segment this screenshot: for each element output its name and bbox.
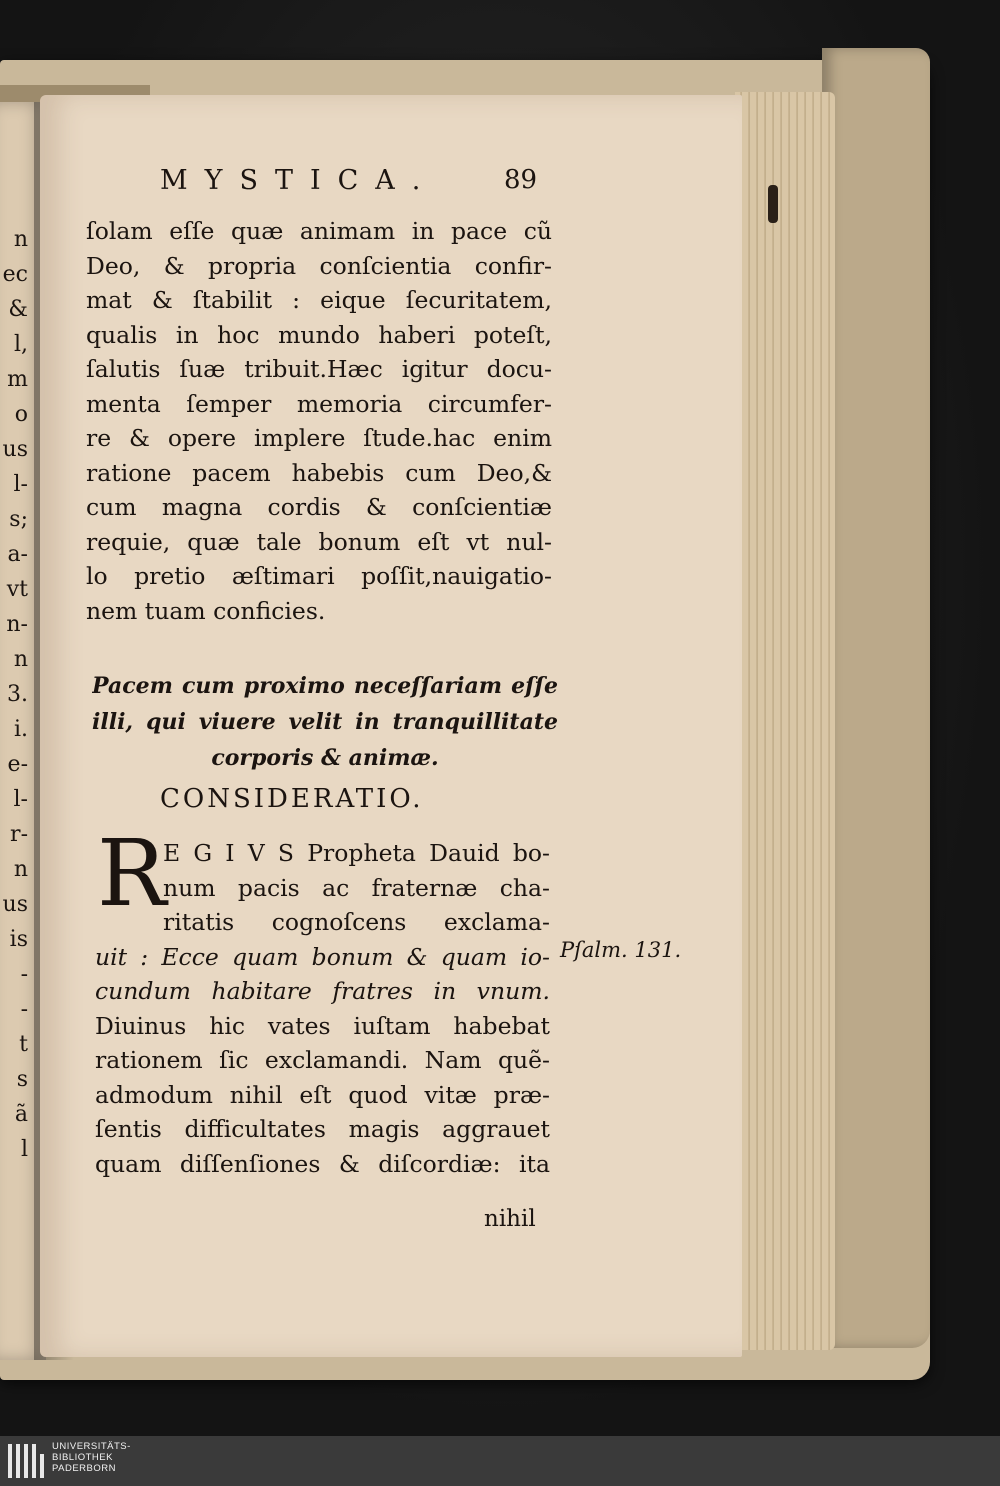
- heading-line: illi, qui viuere velit in tranquillitate: [92, 709, 558, 735]
- text-line: Diuinus hic vates iuſtam habebat: [95, 1011, 550, 1040]
- paragraph-2: [95, 836, 550, 1181]
- text-line: qualis in hoc mundo haberi poteſt,: [86, 320, 552, 349]
- catchword: nihil: [484, 1206, 536, 1232]
- text-line: mat & ſtabilit : eique ſecuritatem,: [86, 286, 552, 314]
- footer-bar: [0, 1436, 1000, 1486]
- margin-fragment: e-: [7, 752, 28, 777]
- page-number: 89: [504, 165, 538, 195]
- text-line: ſalutis ſuæ tribuit.Hæc igitur docu-: [86, 355, 552, 383]
- margin-note: Pſalm. 131.: [560, 938, 682, 962]
- margin-fragment: is: [9, 927, 28, 952]
- margin-fragment: r-: [10, 822, 28, 847]
- margin-fragment: ec: [2, 262, 28, 287]
- margin-fragment: o: [14, 402, 28, 427]
- text-line: admodum nihil eſt quod vitæ præ-: [95, 1080, 550, 1109]
- library-name: [52, 1441, 131, 1474]
- margin-fragment: n-: [6, 612, 28, 637]
- margin-fragment: n: [13, 647, 28, 672]
- margin-fragment: l,: [13, 332, 28, 357]
- text-line: ſentis difficultates magis aggrauet: [95, 1115, 550, 1143]
- heading-line: Pacem cum proximo neceſſariam eſſe: [92, 673, 558, 699]
- page-header: [160, 165, 540, 205]
- margin-fragment: m: [7, 367, 28, 392]
- text-line: cum magna cordis & conſcientiæ: [86, 493, 552, 521]
- margin-fragment: n: [13, 857, 28, 882]
- margin-fragment: n: [13, 227, 28, 252]
- margin-fragment: ã: [14, 1102, 28, 1127]
- margin-fragment: us: [2, 437, 28, 462]
- margin-fragment: t: [19, 1032, 28, 1057]
- edge-mark: [768, 185, 778, 223]
- library-logo-icon: [8, 1444, 44, 1478]
- consideratio-title: CONSIDERATIO.: [160, 784, 424, 814]
- margin-fragment: l-: [13, 787, 28, 812]
- text-line: lo pretio æſtimari poſſit,nauigatio-: [86, 562, 552, 590]
- margin-fragment: l-: [13, 472, 28, 497]
- library-name-line: BIBLIOTHEK: [52, 1452, 113, 1463]
- text-line: ſolam eſſe quæ animam in pace cũ: [86, 217, 552, 245]
- margin-fragment: l: [20, 1137, 28, 1162]
- margin-fragment: vt: [6, 577, 28, 602]
- text-line: re & opere implere ſtude.hac enim: [86, 424, 552, 452]
- section-heading: [92, 668, 558, 776]
- text-line: quam diſſenſiones & diſcordiæ: ita: [95, 1149, 550, 1178]
- margin-fragment: -: [20, 997, 28, 1022]
- text-line: menta ſemper memoria circumfer-: [86, 389, 552, 418]
- text-line: uit : Ecce quam bonum & quam io-: [95, 942, 550, 971]
- drop-cap: R: [97, 820, 167, 927]
- library-name-line: UNIVERSITÄTS-: [52, 1441, 131, 1452]
- running-head: MYSTICA.: [160, 165, 438, 196]
- margin-fragment: s: [16, 1067, 28, 1092]
- text-line: Deo, & propria conſcientia confir-: [86, 251, 552, 280]
- heading-line: corporis & animæ.: [211, 745, 439, 771]
- text-line: ritatis cognoſcens exclama-: [163, 908, 550, 936]
- cover-flap: [822, 48, 930, 1348]
- text-line: rationem ſic exclamandi. Nam quẽ-: [95, 1046, 550, 1074]
- text-line: cundum habitare fratres in vnum.: [95, 977, 550, 1005]
- text-line: num pacis ac fraternæ cha-: [163, 873, 550, 902]
- margin-fragment: -: [20, 962, 28, 987]
- paragraph-1: [86, 214, 552, 628]
- text-line: E G I V S Propheta Dauid bo-: [163, 839, 550, 867]
- margin-fragment: i.: [13, 717, 28, 742]
- text-line: requie, quæ tale bonum eſt vt nul-: [86, 527, 552, 556]
- page-edges: [735, 92, 835, 1350]
- margin-fragment: &: [8, 297, 28, 322]
- margin-fragment: a-: [7, 542, 28, 567]
- library-name-line: PADERBORN: [52, 1463, 116, 1474]
- text-line: nem tuam conficies.: [86, 596, 326, 625]
- left-page-fragments: [2, 222, 28, 1167]
- margin-fragment: s;: [9, 507, 28, 532]
- text-line: ratione pacem habebis cum Deo,&: [86, 458, 552, 487]
- margin-fragment: us: [2, 892, 28, 917]
- margin-fragment: 3.: [7, 682, 28, 707]
